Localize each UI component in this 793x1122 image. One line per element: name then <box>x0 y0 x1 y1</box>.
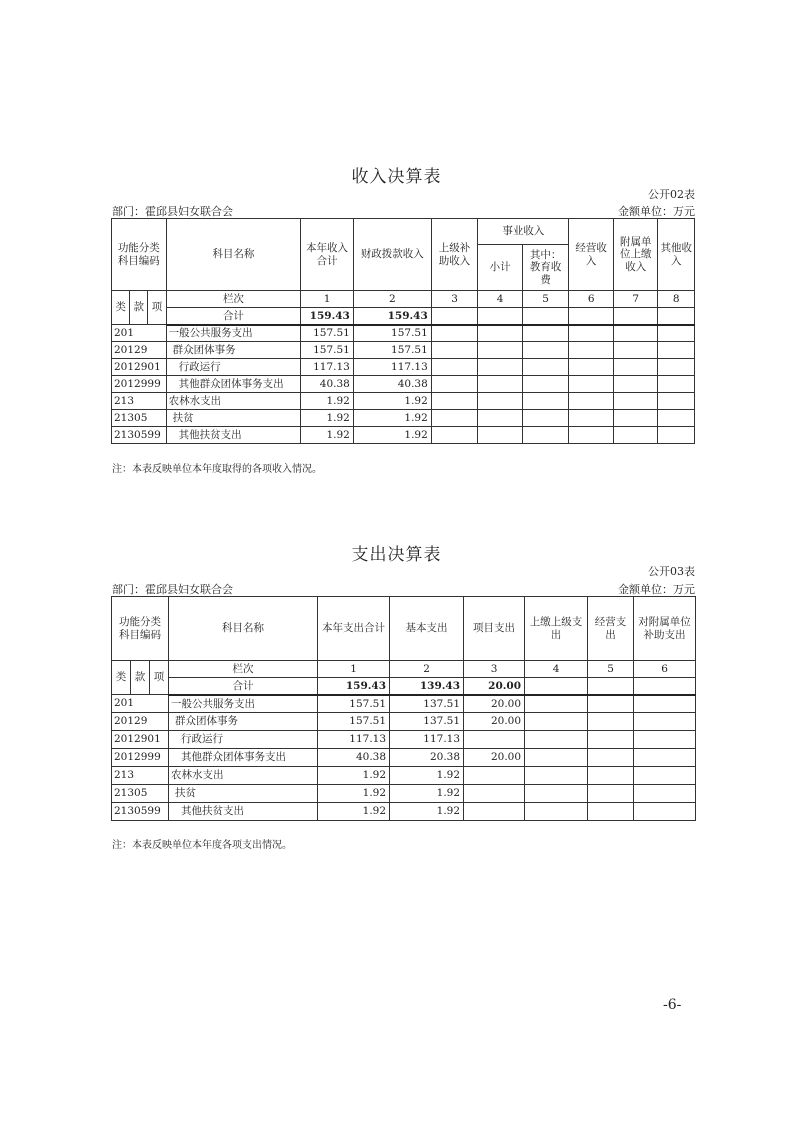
income-row-v1: 157.51 <box>301 325 354 342</box>
income-header-kuan: 款 <box>130 291 148 325</box>
expense-row-code: 2130599 <box>112 803 169 821</box>
income-total-label: 合计 <box>166 308 301 325</box>
income-row-code: 20129 <box>112 342 167 359</box>
expense-row-code: 2012901 <box>112 731 169 749</box>
income-header-col8: 其他收入 <box>658 219 695 291</box>
expense-row-v3 <box>464 767 525 785</box>
expense-row-v2: 20.38 <box>390 749 464 767</box>
income-row-name: 其他群众团体事务支出 <box>166 376 301 393</box>
expense-header-col3: 项目支出 <box>464 597 525 661</box>
table-row <box>112 695 696 713</box>
expense-col-number: 6 <box>634 661 696 678</box>
expense-total-v3: 20.00 <box>464 678 525 695</box>
expense-row-name: 其他群众团体事务支出 <box>169 749 318 767</box>
income-col-number: 1 <box>301 291 354 308</box>
income-row-name: 一般公共服务支出 <box>166 325 301 342</box>
expense-row-v1: 1.92 <box>318 785 390 803</box>
expense-row-code: 2012999 <box>112 749 169 767</box>
expense-row-v3: 20.00 <box>464 713 525 731</box>
expense-header-col1: 本年支出合计 <box>318 597 390 661</box>
table-row <box>112 767 696 785</box>
expense-row-v3: 20.00 <box>464 695 525 713</box>
income-row-v2: 1.92 <box>353 410 431 427</box>
income-row-v1: 117.13 <box>301 359 354 376</box>
expense-row-v2: 117.13 <box>390 731 464 749</box>
expense-col-number: 3 <box>464 661 525 678</box>
table-row <box>112 393 695 410</box>
income-row-v2: 157.51 <box>353 342 431 359</box>
income-row-name: 行政运行 <box>166 359 301 376</box>
income-row-v2: 40.38 <box>353 376 431 393</box>
income-lanci-label: 栏次 <box>166 291 301 308</box>
expense-table-code: 公开03表 <box>648 565 695 578</box>
income-unit: 金额单位：万元 <box>618 205 695 218</box>
table-row <box>112 325 695 342</box>
income-row-v1: 1.92 <box>301 427 354 444</box>
expense-header-xiang: 项 <box>150 661 169 695</box>
income-header-col2: 财政拨款收入 <box>353 219 431 291</box>
income-header-col1: 本年收入合计 <box>301 219 354 291</box>
income-col-number: 4 <box>478 291 523 308</box>
income-row-code: 201 <box>112 325 167 342</box>
expense-header-func-code: 功能分类科目编码 <box>112 597 169 661</box>
expense-row-code: 21305 <box>112 785 169 803</box>
income-header-col6: 经营收入 <box>569 219 614 291</box>
income-title: 收入决算表 <box>351 167 442 187</box>
income-row-code: 21305 <box>112 410 167 427</box>
income-header-subject-name: 科目名称 <box>166 219 301 291</box>
expense-department: 部门：霍邱县妇女联合会 <box>112 583 233 596</box>
expense-lanci-label: 栏次 <box>169 661 318 678</box>
expense-col-number: 4 <box>525 661 588 678</box>
expense-row-v3 <box>464 731 525 749</box>
income-note: 注：本表反映单位本年度取得的各项收入情况。 <box>112 464 322 475</box>
expense-row-name: 扶贫 <box>169 785 318 803</box>
income-row-code: 2012901 <box>112 359 167 376</box>
table-row <box>112 785 696 803</box>
income-row-v2: 1.92 <box>353 427 431 444</box>
expense-row-v2: 1.92 <box>390 785 464 803</box>
expense-total-label: 合计 <box>169 678 318 695</box>
income-header-col7: 附属单位上缴收入 <box>613 219 658 291</box>
income-total-v2: 159.43 <box>353 308 431 325</box>
expense-row-v2: 1.92 <box>390 803 464 821</box>
expense-row-v3 <box>464 785 525 803</box>
income-row-name: 扶贫 <box>166 410 301 427</box>
income-row-v2: 157.51 <box>353 325 431 342</box>
income-row-code: 213 <box>112 393 167 410</box>
expense-total-v1: 159.43 <box>318 678 390 695</box>
expense-row-v2: 137.51 <box>390 695 464 713</box>
expense-header-col4: 上缴上级支出 <box>525 597 588 661</box>
expense-row-v1: 117.13 <box>318 731 390 749</box>
expense-row-v1: 1.92 <box>318 803 390 821</box>
income-header-col5: 其中：教育收费 <box>522 245 569 291</box>
income-col-number: 8 <box>658 291 695 308</box>
expense-row-name: 群众团体事务 <box>169 713 318 731</box>
expense-table <box>111 596 696 821</box>
expense-row-v2: 1.92 <box>390 767 464 785</box>
income-header-xiang: 项 <box>148 291 166 325</box>
income-header-col3: 上级补助收入 <box>431 219 478 291</box>
expense-col-number: 5 <box>588 661 634 678</box>
table-row <box>112 803 696 821</box>
expense-header-kuan: 款 <box>131 661 150 695</box>
table-row <box>112 376 695 393</box>
expense-header-lei: 类 <box>112 661 131 695</box>
income-row-v1: 40.38 <box>301 376 354 393</box>
table-row <box>112 731 696 749</box>
income-row-v1: 1.92 <box>301 393 354 410</box>
page-number: -6- <box>663 997 682 1013</box>
income-header-col4: 小计 <box>478 245 523 291</box>
expense-row-v2: 137.51 <box>390 713 464 731</box>
expense-col-number: 1 <box>318 661 390 678</box>
table-row <box>112 427 695 444</box>
expense-row-v1: 157.51 <box>318 695 390 713</box>
income-table <box>111 218 695 444</box>
income-col-number: 3 <box>431 291 478 308</box>
income-col-number: 6 <box>569 291 614 308</box>
income-total-v1: 159.43 <box>301 308 354 325</box>
expense-row-v1: 157.51 <box>318 713 390 731</box>
income-header-lei: 类 <box>112 291 130 325</box>
income-row-v1: 1.92 <box>301 410 354 427</box>
expense-row-code: 201 <box>112 695 169 713</box>
expense-unit: 金额单位：万元 <box>618 583 695 596</box>
income-row-name: 其他扶贫支出 <box>166 427 301 444</box>
expense-row-name: 行政运行 <box>169 731 318 749</box>
income-table-code: 公开02表 <box>648 188 695 201</box>
income-row-name: 农林水支出 <box>166 393 301 410</box>
expense-title: 支出决算表 <box>351 545 442 565</box>
expense-header-subject-name: 科目名称 <box>169 597 318 661</box>
expense-row-v3: 20.00 <box>464 749 525 767</box>
table-row <box>112 410 695 427</box>
income-department: 部门：霍邱县妇女联合会 <box>112 205 233 218</box>
income-row-v1: 157.51 <box>301 342 354 359</box>
income-header-func-code: 功能分类科目编码 <box>112 219 167 291</box>
expense-total-v2: 139.43 <box>390 678 464 695</box>
expense-col-number: 2 <box>390 661 464 678</box>
expense-row-name: 一般公共服务支出 <box>169 695 318 713</box>
income-row-name: 群众团体事务 <box>166 342 301 359</box>
expense-row-v1: 40.38 <box>318 749 390 767</box>
expense-header-col2: 基本支出 <box>390 597 464 661</box>
income-row-v2: 1.92 <box>353 393 431 410</box>
expense-row-name: 农林水支出 <box>169 767 318 785</box>
expense-row-name: 其他扶贫支出 <box>169 803 318 821</box>
expense-note: 注：本表反映单位本年度各项支出情况。 <box>112 840 292 851</box>
expense-row-code: 20129 <box>112 713 169 731</box>
table-row <box>112 359 695 376</box>
income-row-code: 2130599 <box>112 427 167 444</box>
expense-header-col6: 对附属单位补助支出 <box>634 597 696 661</box>
expense-row-code: 213 <box>112 767 169 785</box>
expense-row-v1: 1.92 <box>318 767 390 785</box>
income-row-v2: 117.13 <box>353 359 431 376</box>
table-row <box>112 713 696 731</box>
expense-header-col5: 经营支出 <box>588 597 634 661</box>
income-col-number: 2 <box>353 291 431 308</box>
income-col-number: 7 <box>613 291 658 308</box>
income-col-number: 5 <box>522 291 569 308</box>
table-row <box>112 342 695 359</box>
income-header-business-group: 事业收入 <box>478 219 569 245</box>
table-row <box>112 749 696 767</box>
income-row-code: 2012999 <box>112 376 167 393</box>
expense-row-v3 <box>464 803 525 821</box>
